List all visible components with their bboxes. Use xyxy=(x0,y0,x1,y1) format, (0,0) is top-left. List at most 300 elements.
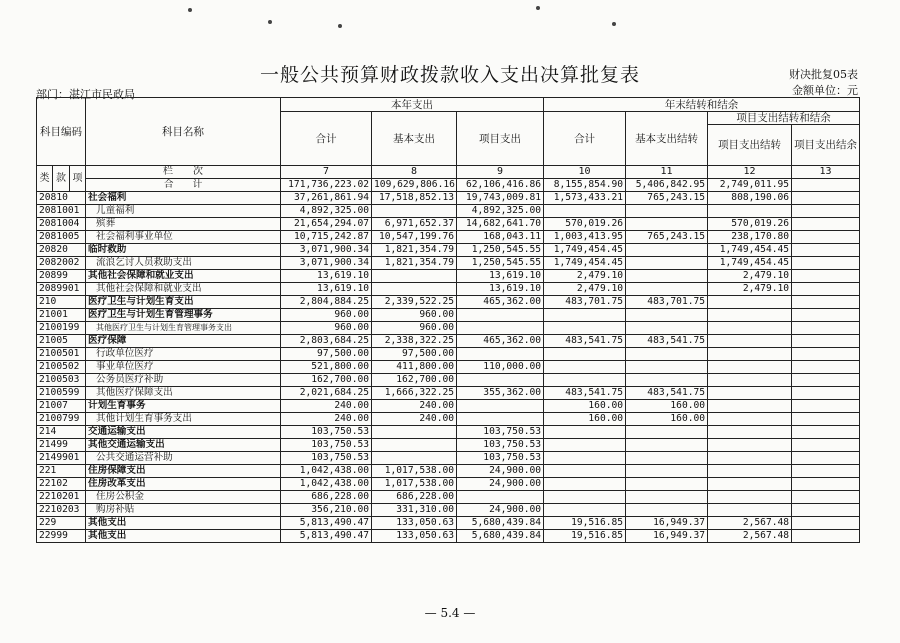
amount-cell xyxy=(708,465,792,478)
amount-cell: 19,516.85 xyxy=(544,517,626,530)
subject-code: 2100799 xyxy=(37,413,86,426)
scan-speck xyxy=(338,24,342,28)
amount-cell xyxy=(372,283,457,296)
amount-cell xyxy=(708,439,792,452)
amount-cell xyxy=(544,361,626,374)
amount-cell xyxy=(708,426,792,439)
subject-code: 2081004 xyxy=(37,218,86,231)
amount-cell: 103,750.53 xyxy=(281,452,372,465)
amount-cell xyxy=(708,374,792,387)
amount-unit: 金额单位：元 xyxy=(792,84,858,97)
subject-name: 医疗保障 xyxy=(86,335,281,348)
amount-cell: 1,042,438.00 xyxy=(281,478,372,491)
header-name: 科目名称 xyxy=(86,98,281,166)
amount-cell xyxy=(372,439,457,452)
subject-name: 公共交通运营补助 xyxy=(86,452,281,465)
amount-cell: 240.00 xyxy=(281,413,372,426)
subject-code: 22102 xyxy=(37,478,86,491)
table-row xyxy=(37,283,860,296)
amount-cell: 2,339,522.25 xyxy=(372,296,457,309)
amount-cell: 238,170.80 xyxy=(708,231,792,244)
amount-cell xyxy=(626,270,708,283)
subject-name: 其他计划生育事务支出 xyxy=(86,413,281,426)
amount-cell xyxy=(544,452,626,465)
amount-cell: 240.00 xyxy=(372,413,457,426)
amount-cell: 2,338,322.25 xyxy=(372,335,457,348)
subject-code: 20899 xyxy=(37,270,86,283)
amount-cell xyxy=(457,309,544,322)
amount-cell: 2,479.10 xyxy=(544,283,626,296)
amount-cell: 24,900.00 xyxy=(457,465,544,478)
amount-cell xyxy=(792,426,860,439)
amount-cell: 24,900.00 xyxy=(457,504,544,517)
amount-cell xyxy=(708,296,792,309)
header-xiang: 项 xyxy=(70,166,86,192)
subject-name: 购房补贴 xyxy=(86,504,281,517)
amount-cell: 765,243.15 xyxy=(626,192,708,205)
amount-cell: 960.00 xyxy=(372,309,457,322)
amount-cell: 2,567.48 xyxy=(708,517,792,530)
amount-cell: 16,949.37 xyxy=(626,517,708,530)
amount-cell xyxy=(457,400,544,413)
table-row xyxy=(37,322,860,335)
amount-cell: 240.00 xyxy=(372,400,457,413)
amount-cell: 2,803,684.25 xyxy=(281,335,372,348)
table-row xyxy=(37,478,860,491)
amount-cell: 103,750.53 xyxy=(457,452,544,465)
amount-cell: 465,362.00 xyxy=(457,296,544,309)
amount-cell xyxy=(792,257,860,270)
amount-cell: 1,250,545.55 xyxy=(457,244,544,257)
amount-cell xyxy=(708,309,792,322)
amount-cell: 160.00 xyxy=(626,413,708,426)
amount-cell xyxy=(372,426,457,439)
amount-cell xyxy=(544,504,626,517)
amount-cell: 5,680,439.84 xyxy=(457,517,544,530)
amount-cell xyxy=(792,517,860,530)
amount-cell xyxy=(544,322,626,335)
amount-cell xyxy=(792,387,860,400)
table-row xyxy=(37,257,860,270)
amount-cell: 103,750.53 xyxy=(457,426,544,439)
subject-code: 21007 xyxy=(37,400,86,413)
subject-code: 22999 xyxy=(37,530,86,543)
amount-cell: 356,210.00 xyxy=(281,504,372,517)
amount-cell: 5,813,490.47 xyxy=(281,517,372,530)
table-row xyxy=(37,270,860,283)
amount-cell xyxy=(544,348,626,361)
amount-cell: 686,228.00 xyxy=(281,491,372,504)
amount-cell xyxy=(544,465,626,478)
amount-cell: 1,749,454.45 xyxy=(708,257,792,270)
amount-cell xyxy=(708,491,792,504)
amount-cell xyxy=(792,374,860,387)
amount-cell: 2,479.10 xyxy=(708,270,792,283)
table-row xyxy=(37,530,860,543)
subject-name: 流浪乞讨人员救助支出 xyxy=(86,257,281,270)
subject-name: 临时救助 xyxy=(86,244,281,257)
header-code: 科目编码 xyxy=(37,98,86,166)
amount-cell: 10,547,199.76 xyxy=(372,231,457,244)
amount-cell xyxy=(626,322,708,335)
amount-cell xyxy=(626,491,708,504)
table-row xyxy=(37,504,860,517)
amount-cell xyxy=(708,322,792,335)
table-row xyxy=(37,244,860,257)
amount-cell xyxy=(792,413,860,426)
amount-cell: 765,243.15 xyxy=(626,231,708,244)
amount-cell: 570,019.26 xyxy=(708,218,792,231)
amount-cell: 960.00 xyxy=(281,322,372,335)
amount-cell: 6,971,652.37 xyxy=(372,218,457,231)
amount-cell xyxy=(372,270,457,283)
amount-cell: 1,042,438.00 xyxy=(281,465,372,478)
amount-cell: 2,804,884.25 xyxy=(281,296,372,309)
amount-cell: 133,050.63 xyxy=(372,517,457,530)
table-row xyxy=(37,439,860,452)
amount-cell: 960.00 xyxy=(281,309,372,322)
subject-code: 2081001 xyxy=(37,205,86,218)
scan-speck xyxy=(188,8,192,12)
amount-cell: 1,749,454.45 xyxy=(544,244,626,257)
subject-code: 21005 xyxy=(37,335,86,348)
amount-cell: 483,541.75 xyxy=(544,387,626,400)
total-cell: 5,406,842.95 xyxy=(626,179,708,192)
table-row xyxy=(37,400,860,413)
subject-code: 2210203 xyxy=(37,504,86,517)
subject-name: 社会福利事业单位 xyxy=(86,231,281,244)
subject-name: 社会福利 xyxy=(86,192,281,205)
amount-cell xyxy=(544,478,626,491)
amount-cell: 19,516.85 xyxy=(544,530,626,543)
amount-cell xyxy=(792,205,860,218)
amount-cell xyxy=(457,322,544,335)
amount-cell: 521,800.00 xyxy=(281,361,372,374)
amount-cell xyxy=(708,335,792,348)
amount-cell xyxy=(626,257,708,270)
table-row xyxy=(37,361,860,374)
table-row xyxy=(37,452,860,465)
total-cell: 109,629,806.16 xyxy=(372,179,457,192)
header-project-carry: 项目支出结转 xyxy=(708,125,792,166)
table-row xyxy=(37,413,860,426)
amount-cell xyxy=(626,504,708,517)
amount-cell: 4,892,325.00 xyxy=(281,205,372,218)
table-row xyxy=(37,335,860,348)
subject-name: 其他社会保障和就业支出 xyxy=(86,270,281,283)
subject-code: 2149901 xyxy=(37,452,86,465)
amount-cell: 1,250,545.55 xyxy=(457,257,544,270)
table-row xyxy=(37,192,860,205)
amount-cell: 2,567.48 xyxy=(708,530,792,543)
header-ye-total: 合计 xyxy=(544,112,626,166)
amount-cell: 19,743,009.81 xyxy=(457,192,544,205)
subject-code: 2100501 xyxy=(37,348,86,361)
amount-cell xyxy=(626,452,708,465)
subject-code: 2082002 xyxy=(37,257,86,270)
amount-cell: 1,749,454.45 xyxy=(708,244,792,257)
subject-code: 2100199 xyxy=(37,322,86,335)
amount-cell xyxy=(792,348,860,361)
subject-name: 住房保障支出 xyxy=(86,465,281,478)
header-lei: 类 xyxy=(37,166,53,192)
amount-cell: 16,949.37 xyxy=(626,530,708,543)
amount-cell: 1,666,322.25 xyxy=(372,387,457,400)
subject-code: 2210201 xyxy=(37,491,86,504)
amount-cell xyxy=(792,231,860,244)
subject-name: 其他支出 xyxy=(86,517,281,530)
amount-cell: 3,071,900.34 xyxy=(281,257,372,270)
amount-cell xyxy=(708,205,792,218)
amount-cell: 1,821,354.79 xyxy=(372,257,457,270)
subject-name: 住房公积金 xyxy=(86,491,281,504)
amount-cell xyxy=(792,400,860,413)
amount-cell: 808,190.06 xyxy=(708,192,792,205)
amount-cell: 2,479.10 xyxy=(708,283,792,296)
amount-cell: 960.00 xyxy=(372,322,457,335)
subject-code: 221 xyxy=(37,465,86,478)
amount-cell xyxy=(792,452,860,465)
amount-cell: 13,619.10 xyxy=(457,270,544,283)
amount-cell: 17,518,852.13 xyxy=(372,192,457,205)
amount-cell xyxy=(708,478,792,491)
amount-cell: 411,800.00 xyxy=(372,361,457,374)
subject-name: 其他医疗卫生与计划生育管理事务支出 xyxy=(86,322,281,335)
table-row xyxy=(37,309,860,322)
amount-cell: 3,071,900.34 xyxy=(281,244,372,257)
table-row xyxy=(37,205,860,218)
heji-label: 合 计 xyxy=(86,179,281,192)
amount-cell: 483,541.75 xyxy=(626,387,708,400)
amount-cell: 5,813,490.47 xyxy=(281,530,372,543)
amount-cell xyxy=(544,426,626,439)
amount-cell xyxy=(626,465,708,478)
subject-name: 其他社会保障和就业支出 xyxy=(86,283,281,296)
amount-cell xyxy=(626,218,708,231)
amount-cell: 160.00 xyxy=(544,413,626,426)
amount-cell xyxy=(626,439,708,452)
total-cell: 2,749,011.95 xyxy=(708,179,792,192)
amount-cell xyxy=(457,491,544,504)
amount-cell xyxy=(708,387,792,400)
amount-cell: 110,000.00 xyxy=(457,361,544,374)
amount-cell: 103,750.53 xyxy=(281,439,372,452)
amount-cell xyxy=(544,205,626,218)
amount-cell xyxy=(792,218,860,231)
subject-name: 殡葬 xyxy=(86,218,281,231)
budget-table xyxy=(36,97,860,543)
amount-cell xyxy=(708,361,792,374)
subject-code: 20820 xyxy=(37,244,86,257)
amount-cell: 570,019.26 xyxy=(544,218,626,231)
amount-cell xyxy=(626,426,708,439)
amount-cell: 465,362.00 xyxy=(457,335,544,348)
total-cell: 171,736,223.02 xyxy=(281,179,372,192)
subject-name: 其他交通运输支出 xyxy=(86,439,281,452)
page-title: 一般公共预算财政拨款收入支出决算批复表 xyxy=(259,64,640,86)
subject-code: 229 xyxy=(37,517,86,530)
amount-cell xyxy=(708,452,792,465)
amount-cell xyxy=(792,530,860,543)
col-index: 13 xyxy=(792,166,860,179)
col-index: 12 xyxy=(708,166,792,179)
table-row xyxy=(37,517,860,530)
amount-cell: 686,228.00 xyxy=(372,491,457,504)
amount-cell xyxy=(544,374,626,387)
amount-cell xyxy=(626,361,708,374)
subject-name: 其他医疗保障支出 xyxy=(86,387,281,400)
amount-cell: 240.00 xyxy=(281,400,372,413)
amount-cell xyxy=(792,335,860,348)
subject-code: 2089901 xyxy=(37,283,86,296)
amount-cell xyxy=(626,478,708,491)
subject-code: 21499 xyxy=(37,439,86,452)
table-row xyxy=(37,296,860,309)
subject-name: 事业单位医疗 xyxy=(86,361,281,374)
header-total: 合计 xyxy=(281,112,372,166)
amount-cell xyxy=(792,478,860,491)
subject-name: 医疗卫生与计划生育管理事务 xyxy=(86,309,281,322)
table-row xyxy=(37,465,860,478)
amount-cell: 21,654,294.07 xyxy=(281,218,372,231)
amount-cell xyxy=(544,309,626,322)
lanci-label: 栏 次 xyxy=(86,166,281,179)
amount-cell: 103,750.53 xyxy=(281,426,372,439)
amount-cell xyxy=(708,504,792,517)
subject-name: 儿童福利 xyxy=(86,205,281,218)
amount-cell xyxy=(626,348,708,361)
amount-cell xyxy=(457,413,544,426)
amount-cell: 1,003,413.95 xyxy=(544,231,626,244)
amount-cell: 162,700.00 xyxy=(372,374,457,387)
col-index: 11 xyxy=(626,166,708,179)
total-cell xyxy=(792,179,860,192)
header-project: 项目支出 xyxy=(457,112,544,166)
subject-code: 2081005 xyxy=(37,231,86,244)
col-index: 7 xyxy=(281,166,372,179)
amount-cell: 483,541.75 xyxy=(626,335,708,348)
subject-code: 20810 xyxy=(37,192,86,205)
amount-cell: 5,680,439.84 xyxy=(457,530,544,543)
amount-cell: 4,892,325.00 xyxy=(457,205,544,218)
amount-cell xyxy=(626,205,708,218)
amount-cell xyxy=(708,413,792,426)
scan-speck xyxy=(268,20,272,24)
amount-cell: 168,043.11 xyxy=(457,231,544,244)
amount-cell: 13,619.10 xyxy=(457,283,544,296)
total-cell: 62,106,416.86 xyxy=(457,179,544,192)
col-index: 9 xyxy=(457,166,544,179)
amount-cell xyxy=(792,465,860,478)
header-basic: 基本支出 xyxy=(372,112,457,166)
subject-name: 公务员医疗补助 xyxy=(86,374,281,387)
amount-cell xyxy=(708,348,792,361)
amount-cell: 160.00 xyxy=(626,400,708,413)
amount-cell xyxy=(457,374,544,387)
table-row xyxy=(37,426,860,439)
header-basic-carry: 基本支出结转 xyxy=(626,112,708,166)
subject-code: 21001 xyxy=(37,309,86,322)
amount-cell xyxy=(626,283,708,296)
amount-cell: 10,715,242.87 xyxy=(281,231,372,244)
amount-cell xyxy=(792,270,860,283)
subject-code: 2100502 xyxy=(37,361,86,374)
amount-cell xyxy=(792,439,860,452)
scan-speck xyxy=(612,22,616,26)
amount-cell: 14,682,641.70 xyxy=(457,218,544,231)
amount-cell xyxy=(708,400,792,413)
total-cell: 8,155,854.90 xyxy=(544,179,626,192)
page-number: — 5.4 — xyxy=(424,606,476,620)
amount-cell: 162,700.00 xyxy=(281,374,372,387)
amount-cell: 483,541.75 xyxy=(544,335,626,348)
table-row xyxy=(37,491,860,504)
amount-cell: 37,261,861.94 xyxy=(281,192,372,205)
subject-code: 2100503 xyxy=(37,374,86,387)
table-row xyxy=(37,374,860,387)
amount-cell: 160.00 xyxy=(544,400,626,413)
amount-cell xyxy=(792,322,860,335)
amount-cell: 13,619.10 xyxy=(281,283,372,296)
header-year-end: 年末结转和结余 xyxy=(544,98,860,112)
amount-cell: 1,017,538.00 xyxy=(372,465,457,478)
amount-cell: 355,362.00 xyxy=(457,387,544,400)
subject-name: 医疗卫生与计划生育支出 xyxy=(86,296,281,309)
amount-cell: 1,749,454.45 xyxy=(544,257,626,270)
form-code: 财决批复05表 xyxy=(789,68,858,81)
table-row xyxy=(37,231,860,244)
amount-cell xyxy=(792,244,860,257)
amount-cell xyxy=(544,491,626,504)
amount-cell: 483,701.75 xyxy=(626,296,708,309)
header-current-year: 本年支出 xyxy=(281,98,544,112)
scan-speck xyxy=(536,6,540,10)
subject-code: 214 xyxy=(37,426,86,439)
amount-cell: 24,900.00 xyxy=(457,478,544,491)
header-kuan: 款 xyxy=(53,166,70,192)
subject-code: 210 xyxy=(37,296,86,309)
amount-cell xyxy=(792,504,860,517)
amount-cell: 13,619.10 xyxy=(281,270,372,283)
amount-cell: 1,573,433.21 xyxy=(544,192,626,205)
amount-cell: 1,821,354.79 xyxy=(372,244,457,257)
table-row xyxy=(37,348,860,361)
col-index: 8 xyxy=(372,166,457,179)
amount-cell: 133,050.63 xyxy=(372,530,457,543)
header-project-balance: 项目支出结余 xyxy=(792,125,860,166)
amount-cell xyxy=(544,439,626,452)
amount-cell xyxy=(372,205,457,218)
subject-name: 计划生育事务 xyxy=(86,400,281,413)
amount-cell xyxy=(626,244,708,257)
amount-cell xyxy=(792,491,860,504)
table-row xyxy=(37,218,860,231)
col-index: 10 xyxy=(544,166,626,179)
amount-cell xyxy=(372,452,457,465)
amount-cell xyxy=(792,361,860,374)
subject-name: 其他支出 xyxy=(86,530,281,543)
amount-cell: 97,500.00 xyxy=(281,348,372,361)
amount-cell xyxy=(792,309,860,322)
amount-cell: 97,500.00 xyxy=(372,348,457,361)
subject-code: 2100599 xyxy=(37,387,86,400)
amount-cell xyxy=(457,348,544,361)
amount-cell: 483,701.75 xyxy=(544,296,626,309)
subject-name: 住房改革支出 xyxy=(86,478,281,491)
amount-cell xyxy=(626,374,708,387)
header-project-group: 项目支出结转和结余 xyxy=(708,112,860,125)
amount-cell: 2,021,684.25 xyxy=(281,387,372,400)
